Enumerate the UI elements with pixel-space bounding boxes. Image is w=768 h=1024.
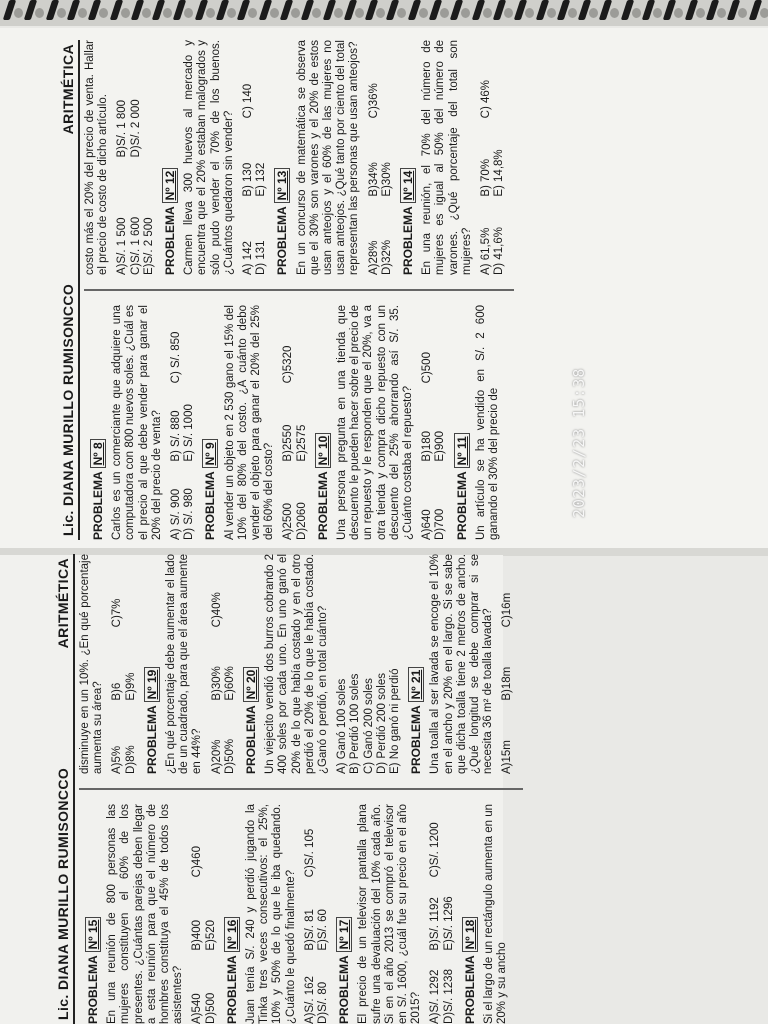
problem-text: Una toalla al ser lavada se encoge el 10% en el ancho y 20% en el largo. Si se sabe que dicha toalla tiene 2 metros de ancho. ¿Qué longitud se debe comprar si se necesita 36 m² de toalla lavada?	[429, 554, 495, 774]
binding-hole	[419, 8, 428, 18]
answer-option: A)540	[191, 993, 204, 1024]
answer-option: A)S/. 162	[303, 976, 316, 1024]
author-name: Lic. DIANA MURILLO RUMISONCCO	[55, 767, 71, 1020]
problem-number: Nº 20	[243, 667, 259, 703]
answer-option: C)500	[421, 352, 434, 384]
answer-option: D) S/. 980	[183, 488, 196, 540]
problem-title	[87, 804, 100, 1024]
problem-number: Nº 17	[336, 917, 352, 953]
binding-hole	[653, 8, 662, 18]
answer-option: E) 14,8%	[493, 149, 506, 197]
answer-option: C) 46%	[480, 79, 493, 119]
answer-option: D) 41,6%	[493, 227, 506, 275]
answer-option: D)8%	[124, 745, 137, 774]
answer-option: E)60%	[223, 666, 236, 701]
problem-number: Nº 19	[144, 667, 160, 703]
problem-label: PROBLEMA	[86, 955, 100, 1024]
binding-hole	[57, 8, 66, 18]
answer-option: E)900	[434, 430, 447, 462]
problem-number: Nº 8	[90, 439, 106, 468]
problem-label: PROBLEMA	[401, 206, 416, 275]
problem-label: PROBLEMA	[203, 471, 218, 540]
answer-option: A)28%	[367, 240, 380, 275]
binding-hole	[142, 8, 151, 18]
binding-hole	[461, 8, 470, 18]
answer-option: D)700	[434, 508, 447, 540]
binding-hole	[738, 8, 747, 18]
left-page-header	[55, 554, 75, 1024]
problem-text: En un concurso de matemática se observa que el 30% son varones y el 20% de estos usan anteojos y el 60% de las mujeres no usan anteojos. ¿Qué tanto por ciento del total representan las personas que usan anteojos?	[295, 40, 361, 275]
problem-text: ¿En qué porcentaje debe aumentar el lado de un cuadrado, para que el área aumente en 44%?	[165, 554, 204, 774]
answer-option: C) S/. 850	[170, 331, 183, 384]
left-col-1	[79, 804, 523, 1024]
problem-title	[317, 305, 330, 540]
column-divider	[79, 788, 523, 790]
answer-option: D)32%	[380, 239, 393, 275]
problem-label: PROBLEMA	[275, 206, 290, 275]
answer-option: C)S/. 1 600	[129, 216, 142, 275]
answer-option: A)640	[421, 509, 434, 540]
binding-hole	[547, 8, 556, 18]
answer-option: D)S/. 80	[317, 981, 330, 1024]
answer-option: D) Perdió 200 soles	[375, 673, 388, 774]
problem-label: PROBLEMA	[315, 471, 330, 540]
problem-text: Carmen lleva 300 huevos al mercado y encuentra que el 20% estaban malogrados y sólo pudo vender el 70% de los buenos. ¿Cuántos quedaron sin vender?	[183, 40, 235, 275]
author-name: Lic. DIANA MURILLO RUMISONCCO	[60, 283, 76, 536]
answer-option: B) S/. 880	[170, 410, 183, 462]
answer-option: A)15m	[501, 740, 514, 774]
answer-option: A)5%	[111, 745, 124, 774]
problem-text: Un artículo se ha vendido en S/. 2 600 ganando el 30% del precio de	[474, 305, 501, 540]
answer-option: B)2550	[282, 424, 295, 462]
answer-option: C)40%	[210, 592, 223, 628]
problem-number: Nº 12	[162, 168, 178, 204]
problem-label: PROBLEMA	[337, 955, 352, 1024]
answer-options	[429, 804, 455, 1024]
subject-name: ARITMÉTICA	[55, 558, 71, 649]
problem-number: Nº 13	[274, 168, 290, 204]
binding-hole	[312, 8, 321, 18]
binding-hole	[121, 8, 130, 18]
problem-title	[338, 804, 351, 1024]
binding-hole	[184, 8, 193, 18]
problem-label: PROBLEMA	[244, 705, 259, 774]
problem-title	[402, 40, 415, 275]
answer-option: C)S/. 105	[303, 828, 316, 878]
answer-options	[116, 40, 156, 275]
answer-option: D)500	[204, 992, 217, 1024]
answer-option: E) S/. 1000	[183, 404, 196, 462]
right-page-header	[60, 40, 80, 540]
problem-label: PROBLEMA	[163, 206, 178, 275]
problem-number: Nº 21	[408, 667, 424, 703]
problem-text: En una reunión de 800 personas las mujeres constituyen el 60% de los presentes. ¿Cuántas parejas deben llegar a esta reunión para que el número de hombres constituya el 45% de todos los asistentes?	[106, 804, 185, 1024]
binding-hole	[206, 8, 215, 18]
answer-option: B) Perdió 100 soles	[349, 673, 362, 774]
problem-label: PROBLEMA	[454, 471, 469, 540]
answer-option: E)S/. 2 500	[142, 217, 155, 275]
problem-text: Carlos es un comerciante que adquiere una computadora con 800 nuevos soles. ¿Cuál es el precio al que debe vender para ganar el 20% del precio de venta?	[111, 305, 163, 540]
answer-option: E)2575	[295, 424, 308, 462]
binding-hole	[227, 8, 236, 18]
answer-option: B)S/. 1 800	[116, 99, 129, 158]
column-divider	[84, 289, 514, 291]
answer-option: B)18m	[501, 666, 514, 701]
answer-option: C)7%	[111, 598, 124, 628]
answer-option: C)S/. 1200	[429, 822, 442, 878]
problem-title	[245, 554, 258, 774]
problem-text: En una reunión, el 70% del número de mujeres es igual al 50% del número de varones. ¿Qué porcentaje del total son mujeres?	[421, 40, 473, 275]
answer-options	[421, 305, 447, 540]
binding-hole	[483, 8, 492, 18]
problem-text: costo más el 20% del precio de venta. Hallar el precio de costo de dicho artículo.	[84, 40, 110, 275]
problem-title	[456, 305, 469, 540]
right-page	[60, 40, 760, 540]
answer-option: D)50%	[223, 738, 236, 774]
binding-hole	[632, 8, 641, 18]
answer-option: A) S/. 900	[170, 488, 183, 540]
answer-option: B)S/. 81	[303, 909, 316, 951]
answer-options	[336, 554, 402, 774]
problem-title	[146, 554, 159, 774]
answer-option: E)30%	[380, 162, 393, 197]
answer-options	[242, 40, 268, 275]
answer-option: E)S/. 60	[317, 909, 330, 951]
binding-hole	[334, 8, 343, 18]
answer-options	[191, 804, 217, 1024]
answer-option: D)2060	[295, 502, 308, 540]
spiral-binding	[0, 0, 768, 26]
answer-options	[211, 554, 237, 774]
problem-label: PROBLEMA	[144, 705, 159, 774]
binding-hole	[35, 8, 44, 18]
problem-number: Nº 14	[400, 168, 416, 204]
answer-option: C)36%	[367, 83, 380, 119]
answer-option: A)2500	[282, 502, 295, 540]
problem-title	[204, 305, 217, 540]
problem-text: Juan tenía S/. 240 y perdió jugando la Tinka tres veces consecutivos: el 25%, 10% y 50% de lo que le iba quedando. ¿Cuánto le quedó finalmente?	[245, 804, 297, 1024]
problem-text: Una persona pregunta en una tienda que descuento le pueden hacer sobre el precio de un repuesto y le responden que el 20%, va a otra tienda y compra dicho repuesto con un descuento del 25% ahorrando así S/. 35. ¿Cuánto costaba el repuesto?	[336, 305, 415, 540]
binding-hole	[568, 8, 577, 18]
problem-number: Nº 9	[202, 439, 218, 468]
answer-option: B)34%	[367, 162, 380, 197]
binding-hole	[610, 8, 619, 18]
problem-label: PROBLEMA	[224, 955, 239, 1024]
answer-options	[170, 305, 196, 540]
binding-hole	[78, 8, 87, 18]
answer-option: E)520	[204, 919, 217, 951]
problem-title	[226, 804, 239, 1024]
problem-title	[464, 804, 477, 1024]
answer-option: C)5320	[282, 345, 295, 384]
left-page	[55, 554, 514, 1024]
problem-title	[92, 305, 105, 540]
answer-option: A) Ganó 100 soles	[336, 678, 349, 774]
answer-option: D)S/. 2 000	[129, 99, 142, 158]
binding-hole	[504, 8, 513, 18]
answer-option: B)180	[421, 430, 434, 462]
binding-hole	[376, 8, 385, 18]
binding-hole	[696, 8, 705, 18]
answer-option: C) 140	[242, 83, 255, 119]
photo-timestamp: 2023/2/23 15:38	[570, 367, 588, 518]
binding-hole	[440, 8, 449, 18]
answer-option: D)S/. 1238	[442, 969, 455, 1024]
binding-hole	[355, 8, 364, 18]
problem-text: Un viejecito vendió dos burros cobrando 2 400 soles por cada uno. En uno ganó el 20% de lo que había costado y en el otro perdió el 20% de lo que le había costado. ¿Ganó o perdió, en total cuánto?	[264, 554, 330, 774]
binding-hole	[99, 8, 108, 18]
answer-option: B)400	[191, 919, 204, 951]
answer-options	[501, 554, 514, 774]
answer-option: D) 131	[255, 240, 268, 275]
right-col-2	[84, 40, 514, 275]
problem-label: PROBLEMA	[91, 471, 105, 540]
answer-options	[111, 554, 137, 774]
answer-option: B)6	[111, 682, 124, 701]
answer-options	[480, 40, 506, 275]
subject-name: ARITMÉTICA	[60, 44, 76, 135]
answer-option: A)S/. 1 500	[116, 217, 129, 275]
problem-title	[276, 40, 289, 275]
answer-option: C) Ganó 200 soles	[362, 678, 375, 774]
answer-options	[304, 804, 330, 1024]
answer-option: B) 130	[242, 162, 255, 197]
binding-hole	[760, 8, 768, 18]
answer-option: B)S/. 1192	[429, 897, 442, 951]
problem-number: Nº 10	[315, 433, 331, 469]
problem-text: El precio de un televisor pantalla plana sufre una devaluación del 10% cada año. Si en el año 2013 se compró el televisor en S/. 1600, ¿cuál fue su precio en el año 2015?	[357, 804, 423, 1024]
answer-option: E)9%	[124, 672, 137, 701]
problem-text: Al vender un objeto en 2 530 gano el 15% del 10% del 80% del costo. ¿A cuánto debo vender el objeto para ganar el 20% del 25% del 60% del costo?	[223, 305, 276, 540]
problem-text: disminuye en un 10%. ¿En qué porcentaje aumenta su área?	[79, 554, 105, 774]
binding-hole	[163, 8, 172, 18]
binding-hole	[291, 8, 300, 18]
problem-number: Nº 15	[85, 917, 101, 953]
binding-hole	[589, 8, 598, 18]
answer-option: B) 70%	[480, 158, 493, 197]
binding-hole	[248, 8, 257, 18]
answer-option: E) No ganó ni perdió	[389, 668, 402, 774]
problem-number: Nº 11	[454, 433, 470, 468]
problem-label: PROBLEMA	[462, 955, 477, 1024]
problem-number: Nº 18	[462, 917, 478, 953]
binding-hole	[270, 8, 279, 18]
answer-option: A)20%	[210, 739, 223, 774]
problem-label: PROBLEMA	[409, 705, 424, 774]
binding-hole	[14, 8, 23, 18]
answer-option: C)16m	[501, 592, 514, 628]
answer-option: C)460	[191, 846, 204, 878]
binding-hole	[397, 8, 406, 18]
answer-option: E)S/. 1296	[442, 896, 455, 951]
answer-option: A) 142	[242, 241, 255, 275]
binding-hole	[525, 8, 534, 18]
problem-number: Nº 16	[224, 917, 240, 953]
answer-options	[282, 305, 308, 540]
answer-option: E) 132	[255, 162, 268, 197]
answer-option: B)30%	[210, 666, 223, 701]
binding-hole	[717, 8, 726, 18]
problem-title	[164, 40, 177, 275]
problem-text: Si el largo de un rectángulo aumenta en un 20% y su ancho	[483, 804, 509, 1024]
binding-hole	[674, 8, 683, 18]
answer-option: A) 61,5%	[480, 227, 493, 275]
right-col-1	[84, 305, 514, 540]
problem-title	[410, 554, 423, 774]
left-col-2	[79, 554, 523, 774]
answer-option: A)S/. 1292	[429, 969, 442, 1024]
answer-options	[368, 40, 394, 275]
